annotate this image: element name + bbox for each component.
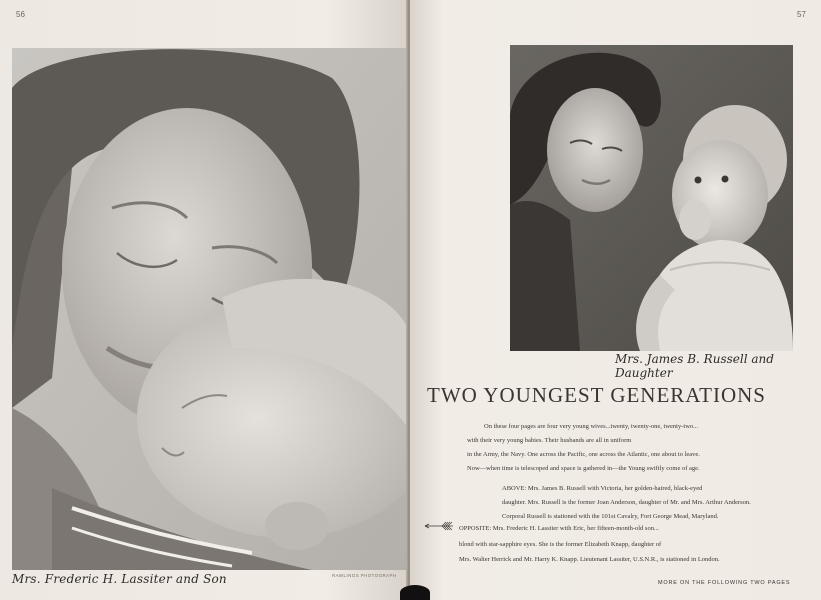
intro-line: Now—when time is telescoped and space is gathered in—the Young swiftly come of age.: [467, 465, 700, 472]
photo-credit: RAWLINGS PHOTOGRAPH: [332, 573, 397, 578]
opposite-line: Mrs. Walter Herrick and Mr. Harry K. Knapp. Lieutenant Lassiter, U.S.N.R., is stationed in London.: [459, 556, 720, 563]
article-headline: TWO YOUNGEST GENERATIONS: [427, 383, 766, 407]
mother-son-photo: [12, 48, 408, 570]
opposite-line: OPPOSITE: Mrs. Frederic H. Lassiter with Eric, her fifteen-month-old son...: [459, 525, 659, 532]
page-number-left: 56: [16, 10, 25, 19]
left-photo-caption: Mrs. Frederic H. Lassiter and Son: [12, 572, 227, 586]
right-photo-caption: Mrs. James B. Russell and Daughter: [615, 352, 774, 380]
page-number-right: 57: [797, 10, 806, 19]
above-line: Corporal Russell is stationed with the 101st Cavalry, Fort George Mead, Maryland.: [502, 513, 719, 520]
intro-line: in the Army, the Navy. One across the Pacific, one across the Atlantic, one about to leave.: [467, 451, 700, 458]
continued-note: MORE ON THE FOLLOWING TWO PAGES: [658, 580, 791, 586]
above-line: daughter. Mrs. Russell is the former Joan Anderson, daughter of Mr. and Mrs. Arthur Anderson.: [502, 499, 751, 506]
intro-line: On these four pages are four very young wives...twenty, twenty-one, twenty-two...: [484, 423, 699, 430]
feather-arrow-icon: [424, 520, 454, 532]
above-line: ABOVE: Mrs. James B. Russell with Victoria, her golden-haired, black-eyed: [502, 485, 703, 492]
opposite-line: blond with star-sapphire eyes. She is the former Elizabeth Knapp, daughter of: [459, 541, 662, 548]
spine-shadow: [400, 585, 430, 600]
mother-daughter-photo: [510, 45, 793, 351]
intro-line: with their very young babies. Their husbands are all in uniform: [467, 437, 632, 444]
